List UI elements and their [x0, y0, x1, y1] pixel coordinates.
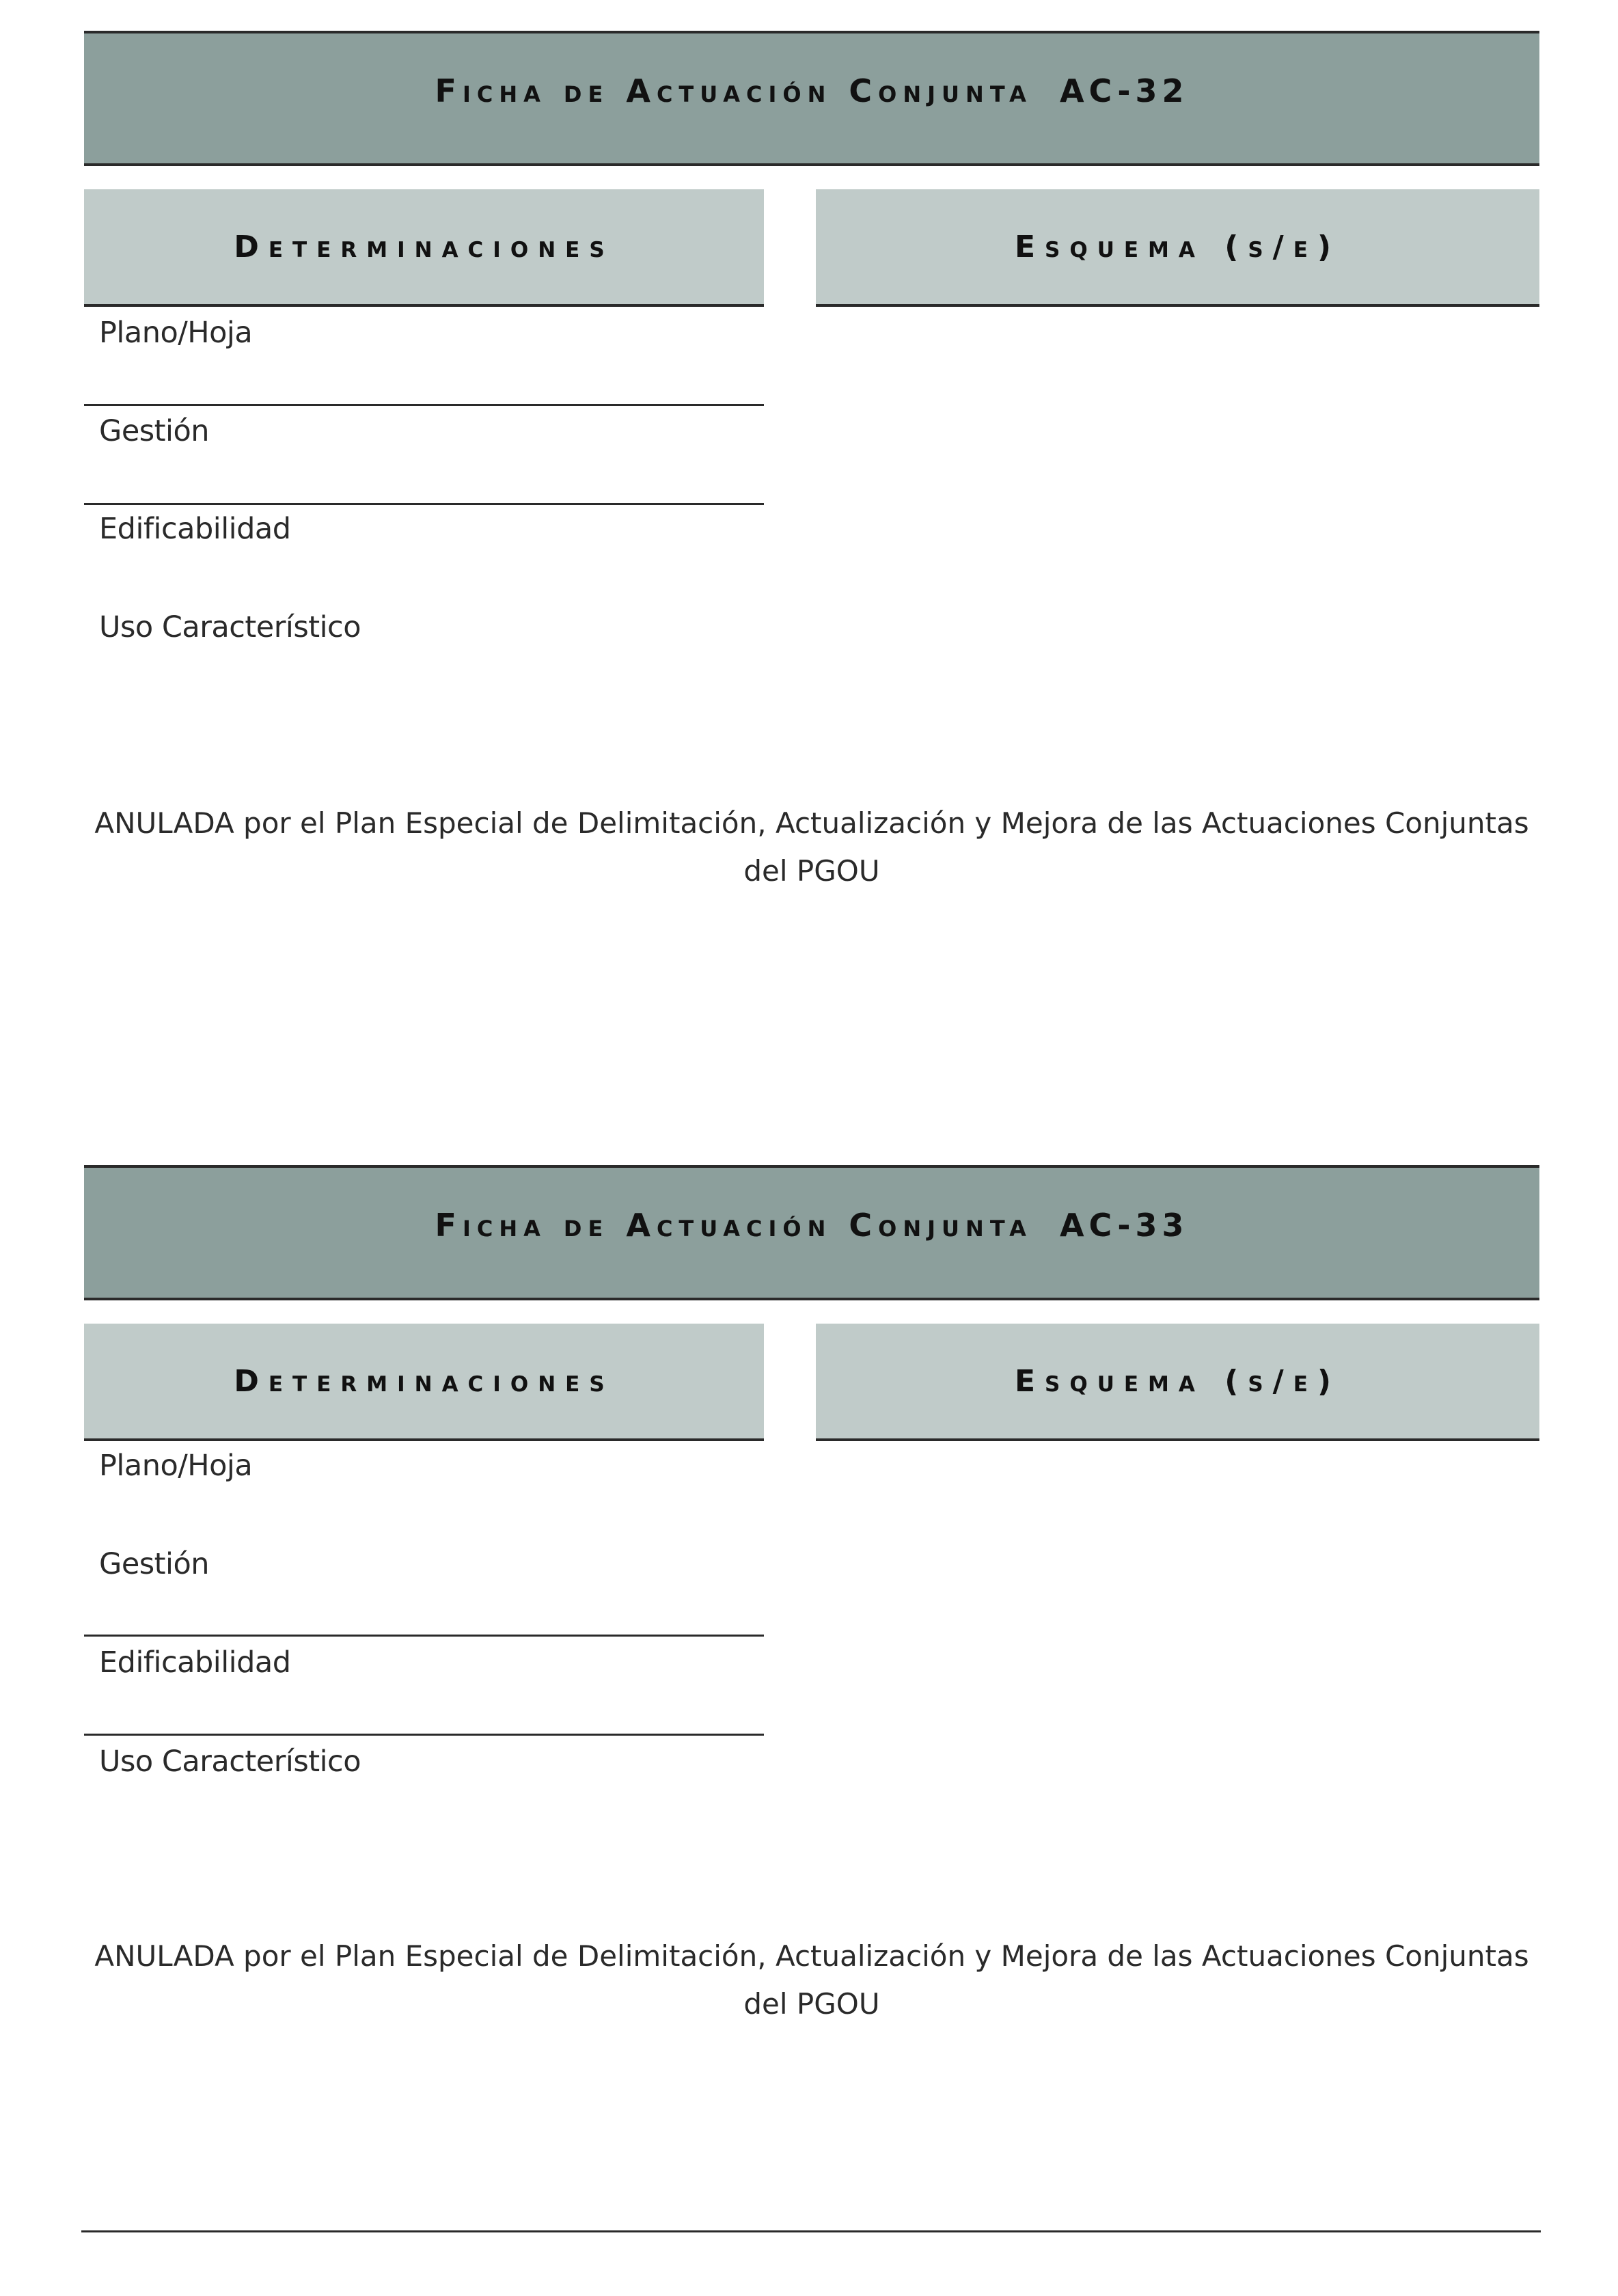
field-plano-hoja: Plano/Hoja: [99, 1449, 253, 1483]
field-edificabilidad: Edificabilidad: [99, 1645, 291, 1680]
esquema-label: Esquema (s/e): [1014, 1363, 1341, 1399]
determinaciones-header: [84, 189, 764, 307]
field-divider: [84, 1635, 764, 1637]
card-title-bar: [84, 31, 1539, 166]
field-divider: [84, 1734, 764, 1736]
esquema-header: [816, 189, 1539, 307]
field-gestion: Gestión: [99, 1547, 210, 1581]
field-uso-caracteristico: Uso Característico: [99, 610, 361, 644]
card-title-bar: [84, 1165, 1539, 1300]
card-code: AC-33: [1059, 1207, 1189, 1244]
determinaciones-header: [84, 1324, 764, 1441]
card-title: Ficha de Actuación Conjunta: [435, 1207, 1032, 1244]
esquema-label: Esquema (s/e): [1014, 229, 1341, 264]
field-gestion: Gestión: [99, 414, 210, 448]
field-divider: [84, 404, 764, 406]
determinaciones-label: Determinaciones: [234, 1363, 614, 1399]
esquema-header: [816, 1324, 1539, 1441]
field-plano-hoja: Plano/Hoja: [99, 316, 253, 350]
field-edificabilidad: Edificabilidad: [99, 512, 291, 546]
annulment-note: ANULADA por el Plan Especial de Delimitación, Actualización y Mejora de las Actuaciones Conjuntas del PGOU: [94, 806, 1529, 888]
determinaciones-label: Determinaciones: [234, 229, 614, 264]
field-uso-caracteristico: Uso Característico: [99, 1745, 361, 1779]
field-divider: [84, 503, 764, 505]
annulment-note: ANULADA por el Plan Especial de Delimitación, Actualización y Mejora de las Actuaciones Conjuntas del PGOU: [94, 1939, 1529, 2021]
card-code: AC-32: [1059, 72, 1189, 109]
card-title: Ficha de Actuación Conjunta: [435, 72, 1032, 109]
page-footer-rule: [81, 2230, 1541, 2232]
